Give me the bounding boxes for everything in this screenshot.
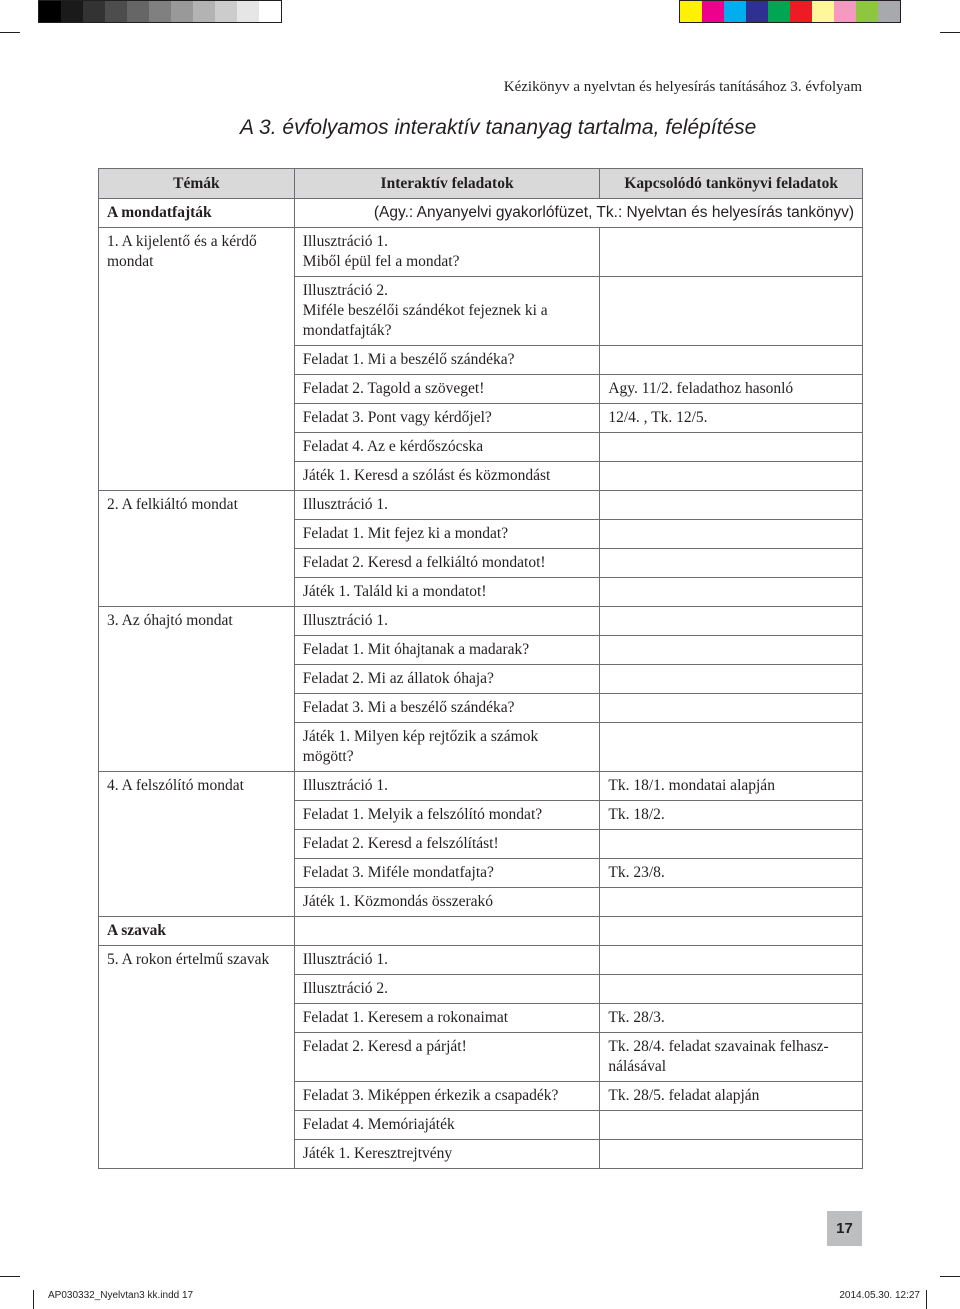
theme-cell bbox=[99, 1004, 295, 1033]
reference-cell bbox=[600, 277, 863, 346]
theme-cell bbox=[99, 859, 295, 888]
reference-cell bbox=[600, 830, 863, 859]
color-swatch bbox=[702, 1, 724, 22]
gray-swatch bbox=[127, 1, 149, 22]
table-row bbox=[99, 1082, 863, 1111]
table-row bbox=[99, 228, 863, 277]
theme-cell bbox=[99, 520, 295, 549]
color-swatch bbox=[724, 1, 746, 22]
task-cell: Feladat 3. Pont vagy kérdőjel? bbox=[294, 404, 600, 433]
reference-cell: Agy. 11/2. feladathoz hasonló bbox=[600, 375, 863, 404]
table-row bbox=[99, 636, 863, 665]
theme-cell bbox=[99, 723, 295, 772]
theme-cell bbox=[99, 1033, 295, 1082]
table-row bbox=[99, 946, 863, 975]
reference-cell bbox=[600, 636, 863, 665]
reference-cell bbox=[600, 723, 863, 772]
reference-cell bbox=[600, 491, 863, 520]
reference-cell bbox=[600, 1111, 863, 1140]
task-cell: Feladat 2. Keresd a felszólítást! bbox=[294, 830, 600, 859]
task-cell: Illusztráció 1. bbox=[294, 772, 600, 801]
content-table bbox=[98, 168, 863, 1169]
theme-cell bbox=[99, 462, 295, 491]
column-header-interactive-tasks: Interaktív feladatok bbox=[294, 169, 600, 199]
table-row bbox=[99, 462, 863, 491]
section-title: A szavak bbox=[99, 917, 295, 946]
table-row bbox=[99, 491, 863, 520]
task-cell: Feladat 3. Mi a beszélő szándéka? bbox=[294, 694, 600, 723]
reference-cell bbox=[600, 346, 863, 375]
table-row bbox=[99, 859, 863, 888]
crop-mark bbox=[0, 32, 20, 33]
reference-cell: Tk. 18/2. bbox=[600, 801, 863, 830]
table-row bbox=[99, 520, 863, 549]
reference-cell bbox=[600, 549, 863, 578]
task-cell: Feladat 2. Keresd a felkiáltó mondatot! bbox=[294, 549, 600, 578]
table-row bbox=[99, 772, 863, 801]
reference-cell bbox=[600, 607, 863, 636]
theme-cell bbox=[99, 549, 295, 578]
theme-cell bbox=[99, 375, 295, 404]
crop-mark bbox=[0, 1276, 20, 1277]
reference-cell bbox=[600, 1140, 863, 1169]
section-title: A mondatfajták bbox=[99, 199, 295, 228]
empty-cell bbox=[600, 917, 863, 946]
slug-file: AP030332_Nyelvtan3 kk.indd 17 bbox=[48, 1290, 194, 1301]
theme-cell bbox=[99, 801, 295, 830]
color-swatch bbox=[812, 1, 834, 22]
gray-swatch bbox=[215, 1, 237, 22]
reference-cell: 12/4. , Tk. 12/5. bbox=[600, 404, 863, 433]
table-row bbox=[99, 1140, 863, 1169]
table-row bbox=[99, 1004, 863, 1033]
section-row bbox=[99, 199, 863, 228]
reference-cell bbox=[600, 228, 863, 277]
theme-cell bbox=[99, 830, 295, 859]
task-cell: Feladat 4. Az e kérdőszócska bbox=[294, 433, 600, 462]
color-swatch bbox=[878, 1, 900, 22]
task-cell: Feladat 1. Keresem a rokonaimat bbox=[294, 1004, 600, 1033]
table-row bbox=[99, 375, 863, 404]
color-swatch bbox=[680, 1, 702, 22]
table-row bbox=[99, 975, 863, 1004]
task-cell: Illusztráció 1. Miből épül fel a mondat? bbox=[294, 228, 600, 277]
theme-cell: 5. A rokon értelmű szavak bbox=[99, 946, 295, 975]
color-bar bbox=[679, 0, 901, 23]
reference-cell bbox=[600, 946, 863, 975]
gray-swatch bbox=[171, 1, 193, 22]
color-swatch bbox=[790, 1, 812, 22]
table-row bbox=[99, 665, 863, 694]
gray-swatch bbox=[149, 1, 171, 22]
theme-cell bbox=[99, 1111, 295, 1140]
gray-swatch bbox=[105, 1, 127, 22]
gray-swatch bbox=[237, 1, 259, 22]
theme-cell bbox=[99, 346, 295, 375]
table-row bbox=[99, 607, 863, 636]
theme-cell: 1. A kijelentő és a kérdő mondat bbox=[99, 228, 295, 277]
table-row bbox=[99, 1033, 863, 1082]
theme-cell bbox=[99, 694, 295, 723]
table-header-row bbox=[99, 169, 863, 199]
task-cell: Játék 1. Közmondás összerakó bbox=[294, 888, 600, 917]
theme-cell bbox=[99, 636, 295, 665]
task-cell: Játék 1. Találd ki a mondatot! bbox=[294, 578, 600, 607]
color-swatch bbox=[746, 1, 768, 22]
reference-cell: Tk. 28/4. feladat szavainak felhasz- nálásával bbox=[600, 1033, 863, 1082]
task-cell: Feladat 1. Melyik a felszólító mondat? bbox=[294, 801, 600, 830]
task-cell: Feladat 1. Mi a beszélő szándéka? bbox=[294, 346, 600, 375]
task-cell: Illusztráció 2. Miféle beszélői szándékot fejeznek ki a mondatfajták? bbox=[294, 277, 600, 346]
task-cell: Feladat 4. Memóriajáték bbox=[294, 1111, 600, 1140]
task-cell: Illusztráció 1. bbox=[294, 491, 600, 520]
task-cell: Játék 1. Keresztrejtvény bbox=[294, 1140, 600, 1169]
reference-cell bbox=[600, 888, 863, 917]
table-row bbox=[99, 346, 863, 375]
task-cell: Játék 1. Keresd a szólást és közmondást bbox=[294, 462, 600, 491]
reference-cell: Tk. 28/3. bbox=[600, 1004, 863, 1033]
task-cell: Feladat 3. Miképpen érkezik a csapadék? bbox=[294, 1082, 600, 1111]
theme-cell bbox=[99, 1082, 295, 1111]
theme-cell bbox=[99, 975, 295, 1004]
theme-cell bbox=[99, 404, 295, 433]
color-swatch bbox=[834, 1, 856, 22]
task-cell: Feladat 2. Mi az állatok óhaja? bbox=[294, 665, 600, 694]
reference-cell: Tk. 23/8. bbox=[600, 859, 863, 888]
crop-mark bbox=[926, 1290, 927, 1309]
task-cell: Játék 1. Milyen kép rejtőzik a számok mögött? bbox=[294, 723, 600, 772]
theme-cell bbox=[99, 277, 295, 346]
table-row bbox=[99, 723, 863, 772]
page-number: 17 bbox=[827, 1211, 862, 1246]
grayscale-bar bbox=[38, 0, 282, 23]
color-swatch bbox=[856, 1, 878, 22]
theme-cell: 2. A felkiáltó mondat bbox=[99, 491, 295, 520]
section-note: (Agy.: Anyanyelvi gyakorlófüzet, Tk.: Nyelvtan és helyesírás tankönyv) bbox=[294, 199, 862, 228]
gray-swatch bbox=[61, 1, 83, 22]
task-cell: Feladat 2. Keresd a párját! bbox=[294, 1033, 600, 1082]
reference-cell bbox=[600, 975, 863, 1004]
theme-cell bbox=[99, 665, 295, 694]
empty-cell bbox=[294, 917, 600, 946]
reference-cell bbox=[600, 462, 863, 491]
color-swatch bbox=[768, 1, 790, 22]
table-row bbox=[99, 694, 863, 723]
theme-cell bbox=[99, 888, 295, 917]
reference-cell bbox=[600, 520, 863, 549]
reference-cell: Tk. 18/1. mondatai alapján bbox=[600, 772, 863, 801]
table-row bbox=[99, 277, 863, 346]
reference-cell: Tk. 28/5. feladat alapján bbox=[600, 1082, 863, 1111]
crop-mark bbox=[33, 1290, 34, 1309]
theme-cell bbox=[99, 1140, 295, 1169]
reference-cell bbox=[600, 433, 863, 462]
task-cell: Feladat 1. Mit fejez ki a mondat? bbox=[294, 520, 600, 549]
task-cell: Feladat 2. Tagold a szöveget! bbox=[294, 375, 600, 404]
theme-cell bbox=[99, 578, 295, 607]
reference-cell bbox=[600, 578, 863, 607]
theme-cell: 3. Az óhajtó mondat bbox=[99, 607, 295, 636]
reference-cell bbox=[600, 665, 863, 694]
table-row bbox=[99, 578, 863, 607]
slug-date: 2014.05.30. 12:27 bbox=[839, 1290, 920, 1301]
crop-mark bbox=[940, 32, 960, 33]
gray-swatch bbox=[39, 1, 61, 22]
task-cell: Illusztráció 2. bbox=[294, 975, 600, 1004]
table-row bbox=[99, 549, 863, 578]
column-header-textbook-tasks: Kapcsolódó tankönyvi feladatok bbox=[600, 169, 863, 199]
task-cell: Feladat 1. Mit óhajtanak a madarak? bbox=[294, 636, 600, 665]
table-row bbox=[99, 801, 863, 830]
column-header-themes: Témák bbox=[99, 169, 295, 199]
task-cell: Feladat 3. Miféle mondatfajta? bbox=[294, 859, 600, 888]
running-header: Kézikönyv a nyelvtan és helyesírás tanításához 3. évfolyam bbox=[503, 79, 862, 95]
theme-cell bbox=[99, 433, 295, 462]
table-row bbox=[99, 830, 863, 859]
gray-swatch bbox=[83, 1, 105, 22]
gray-swatch bbox=[193, 1, 215, 22]
task-cell: Illusztráció 1. bbox=[294, 946, 600, 975]
page-title: A 3. évfolyamos interaktív tananyag tartalma, felépítése bbox=[240, 116, 757, 139]
table-row bbox=[99, 888, 863, 917]
task-cell: Illusztráció 1. bbox=[294, 607, 600, 636]
crop-mark bbox=[940, 1276, 960, 1277]
gray-swatch bbox=[259, 1, 281, 22]
theme-cell: 4. A felszólító mondat bbox=[99, 772, 295, 801]
section-row bbox=[99, 917, 863, 946]
table-row bbox=[99, 433, 863, 462]
table-row bbox=[99, 1111, 863, 1140]
table-row bbox=[99, 404, 863, 433]
reference-cell bbox=[600, 694, 863, 723]
